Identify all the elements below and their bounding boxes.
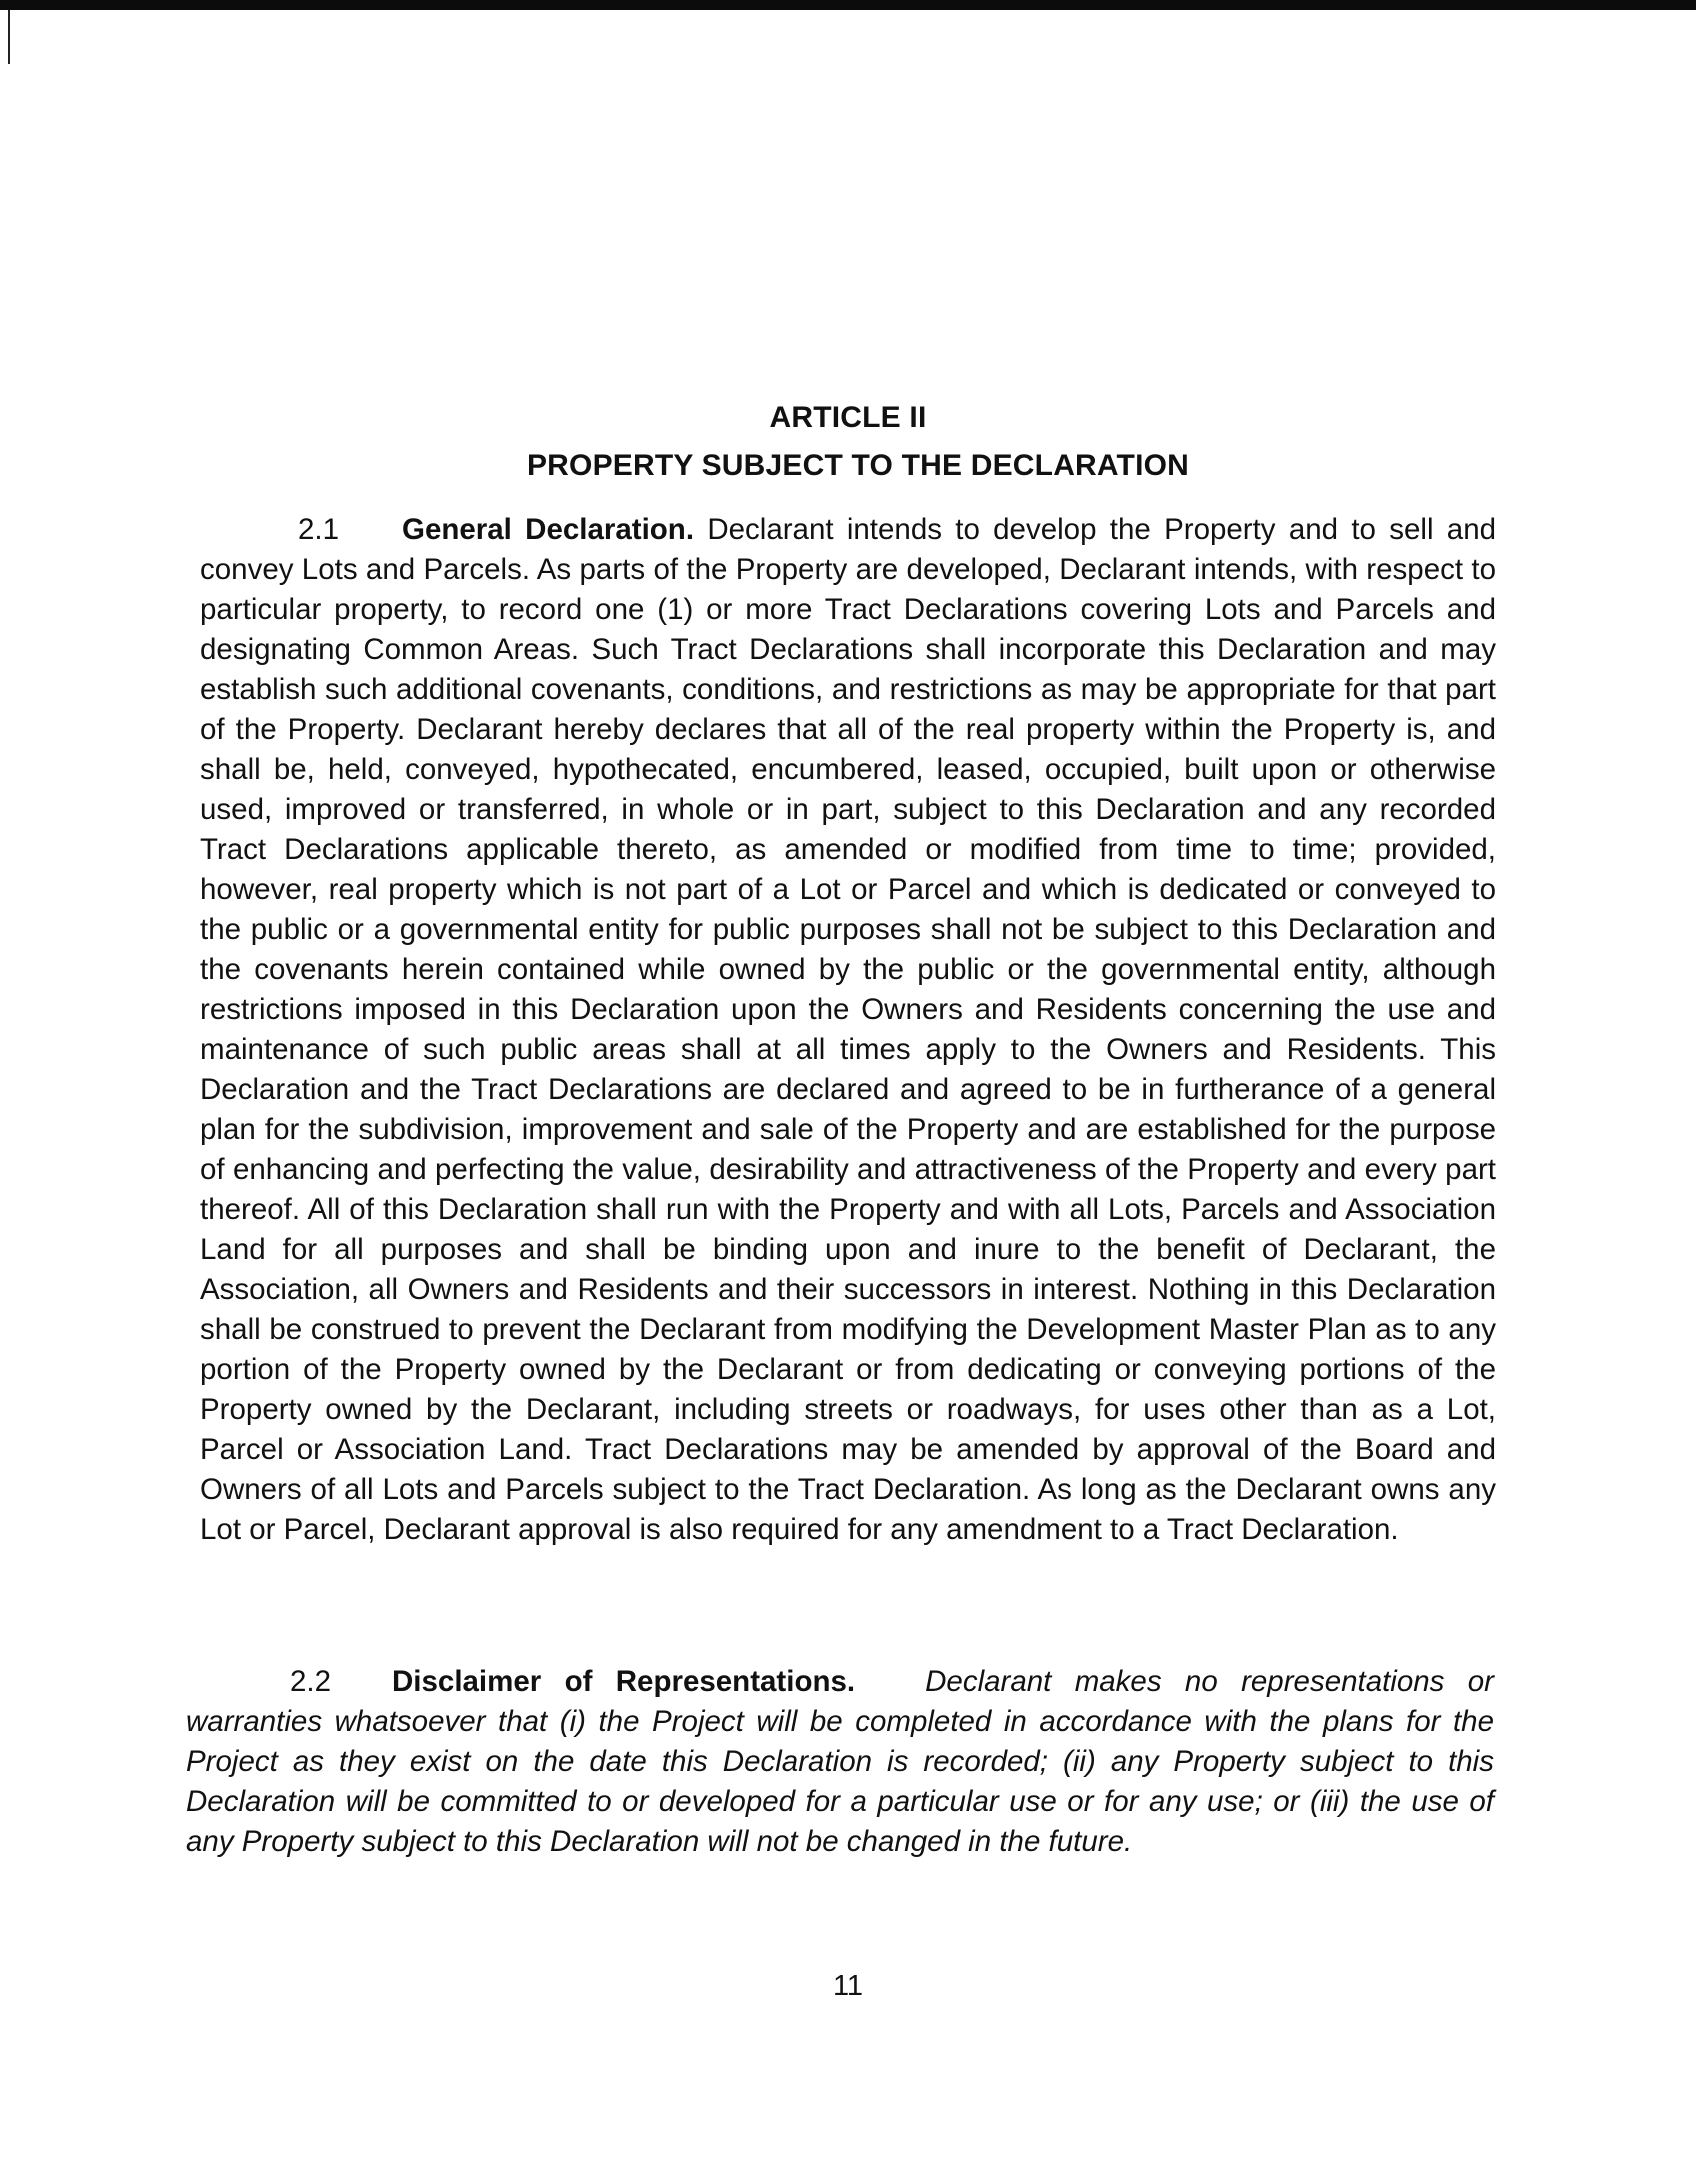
section-number: 2.1	[298, 513, 340, 546]
section-title: General Declaration.	[402, 513, 695, 546]
section-number: 2.2	[290, 1665, 332, 1698]
section-2-1-paragraph	[200, 510, 1496, 1550]
section-2-2-paragraph	[186, 1662, 1494, 1862]
article-title: ARTICLE II	[769, 401, 927, 434]
section-body: Declarant intends to develop the Property and to sell and convey Lots and Parcels. As parts of the Property are developed, Declarant intends, with respect to particular property, to record one (1) or more Tract Declarations covering Lots and Parcels and designating Common Areas. Such Tract Declarations shall incorporate this Declaration and may establish such additional covenants, conditions, and restrictions as may be appropriate for that part of the Property. Declarant hereby declares that all of the real property within the Property is, and shall be, held, conveyed, hypothecated, encumbered, leased, occupied, built upon or otherwise used, improved or transferred, in whole or in part, subject to this Declaration and any recorded Tract Declarations applicable thereto, as amended or modified from time to time; provided, however, real property which is not part of a Lot or Parcel and which is dedicated or conveyed to the public or a governmental entity for public purposes shall not be subject to this Declaration and the covenants herein contained while owned by the public or the governmental entity, although restrictions imposed in this Declaration upon the Owners and Residents concerning the use and maintenance of such public areas shall at all times apply to the Owners and Residents. This Declaration and the Tract Declarations are declared and agreed to be in furtherance of a general plan for the subdivision, improvement and sale of the Property and are established for the purpose of enhancing and perfecting the value, desirability and attractiveness of the Property and every part thereof. All of this Declaration shall run with the Property and with all Lots, Parcels and Association Land for all purposes and shall be binding upon and inure to the benefit of Declarant, the Association, all Owners and Residents and their successors in interest. Nothing in this Declaration shall be construed to prevent the Declarant from modifying the Development Master Plan as to any portion of the Property owned by the Declarant or from dedicating or conveying portions of the Property owned by the Declarant, including streets or roadways, for uses other than as a Lot, Parcel or Association Land. Tract Declarations may be amended by approval of the Board and Owners of all Lots and Parcels subject to the Tract Declaration. As long as the Declarant owns any Lot or Parcel, Declarant approval is also required for any amendment to a Tract Declaration.	[200, 513, 1497, 1546]
section-title: Disclaimer of Representations.	[392, 1665, 856, 1698]
article-subtitle: PROPERTY SUBJECT TO THE DECLARATION	[526, 449, 1190, 482]
section-body: Declarant makes no representations or warranties whatsoever that (i) the Project will be completed in accordance with the plans for the Project as they exist on the date this Declaration is recorded; (ii) any Property subject to this Declaration will be committed to or developed for a particular use or for any use; or (iii) the use of any Property subject to this Declaration will not be changed in the future.	[186, 1665, 1494, 1858]
page-number: 11	[832, 1970, 864, 2002]
